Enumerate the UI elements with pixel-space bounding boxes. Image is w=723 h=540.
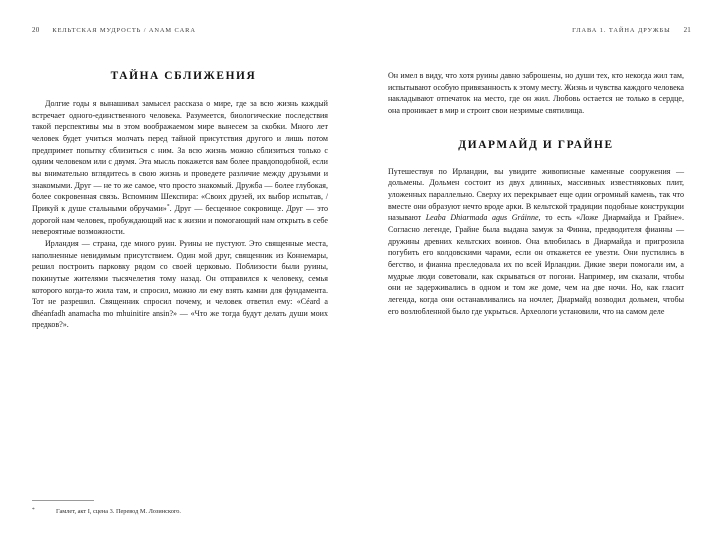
footnote-divider [32,500,94,501]
paragraph: Путешествуя по Ирландии, вы увидите живописные каменные сооружения — дольмены. Дольмен состоит из двух длинных, массивных известняковых плит, уложенных параллельно. Сверху их перекрывает еще один огромный камень, так что вместе они образуют нечто вроде арки. В кельтской традиции подобные конструкции называют Leaba Dhiarmada agus Gráinne, то есть «Ложе Диармайда и Грайне». Согласно легенде, Грайне была выдана замуж за Финна, предводителя фианны — дружины древних кельтских воинов. Она влюбилась в Диармайда и пригрозила погубить его колдовскими чарами, если он откажется ее увезти. Они пустились в бегство, и фианна преследовала их по всей Ирландии. Дикие звери помогали им, а мудрые люди советовали, как скрываться от погони. Например, им сказали, чтобы они не задерживались в одном и том же доме, чем на две ночи. Но, как гласит легенда, когда они останавливались на ночлег, Диармайд возводил дольмен, чтобы его возлюбленной было где укрыться. Археологи установили, что на самом деле [388,166,684,316]
paragraph: Ирландия — страна, где много руин. Руины не пустуют. Это священные места, наполненные невидимым присутствием. Один мой друг, священник из Коннемары, решил построить парковку рядом со своей церковью. Поблизости были руины, покинутые жителями тысячелетия тому назад. Он отправился к человеку, семья которого когда-то жила там, и спросил, можно ли ему взять камни для фундамента. Тот не разрешил. Священник спросил почему, и человек ответил ему: «Céard a dhéanfadh anamacha mo mhuinitire ansin?» — «Что же тогда будут делать души моих предков?». [32,238,328,330]
running-head-left [32,26,335,36]
folio-number-left: 20 [32,26,40,34]
text-block-right [388,70,684,317]
folio-number-right: 21 [683,26,691,34]
footnote-text: Гамлет, акт I, сцена 3. Перевод М. Лозинского. [56,508,181,515]
left-page [0,0,361,540]
footnote-reference: * [166,203,170,210]
right-page [362,0,723,540]
footnote [32,507,328,516]
paragraph: Он имел в виду, что хотя руины давно заброшены, но души тех, кто некогда жил там, испытывают особую привязанность к этому месту. Жизнь и чувства каждого человека накладывают отпечаток на место, где он жил. Любовь остается не только в сердце, она проникает в мир и строит свои незримые святилища. [388,71,684,115]
irish-term: Leaba Dhiarmada agus Gráinne [425,213,539,223]
text-block-left [32,98,328,331]
footnote-marker: * [32,507,35,513]
running-head-right-text: ГЛАВА 1. ТАЙНА ДРУЖБЫ [572,27,671,34]
running-head-left-text: КЕЛЬТСКАЯ МУДРОСТЬ / ANAM CARA [52,27,196,34]
running-head-right [388,26,691,36]
paragraph: Долгие годы я вынашивал замысел рассказа о мире, где за всю жизнь каждый встречает одного-единственного человека. Разумеется, биологические последствия такой перспективы мы в этом воображаемом мире вынесем за скобки. Много лет человек будет учиться молчать перед тайной присутствия другого и лишь потом предпримет попытку сблизиться с ним. За всю жизнь можно сблизиться только с одним человеком или с двумя. Эта мысль покажется вам более правдоподобной, если вы внимательно вглядитесь в свою жизнь и проведете различие между друзьями и знакомыми. Друг — не то же самое, что просто знакомый. Дружба — более глубокая, более сокровенная связь. Вспомним Шекспира: «Своих друзей, их выбор испытав, / Прикуй к душе стальными обручами»*. Друг — бесценное сокровище. Друг — это дорогой нам человек, пробуждающий нас к жизни и помогающий нам открыть в себе невероятные возможности. [32,99,328,237]
section-title-left: ТАЙНА СБЛИЖЕНИЯ [110,70,257,82]
footnote-area [32,500,328,516]
section-title-right: ДИАРМАЙД И ГРАЙНЕ [458,138,614,151]
